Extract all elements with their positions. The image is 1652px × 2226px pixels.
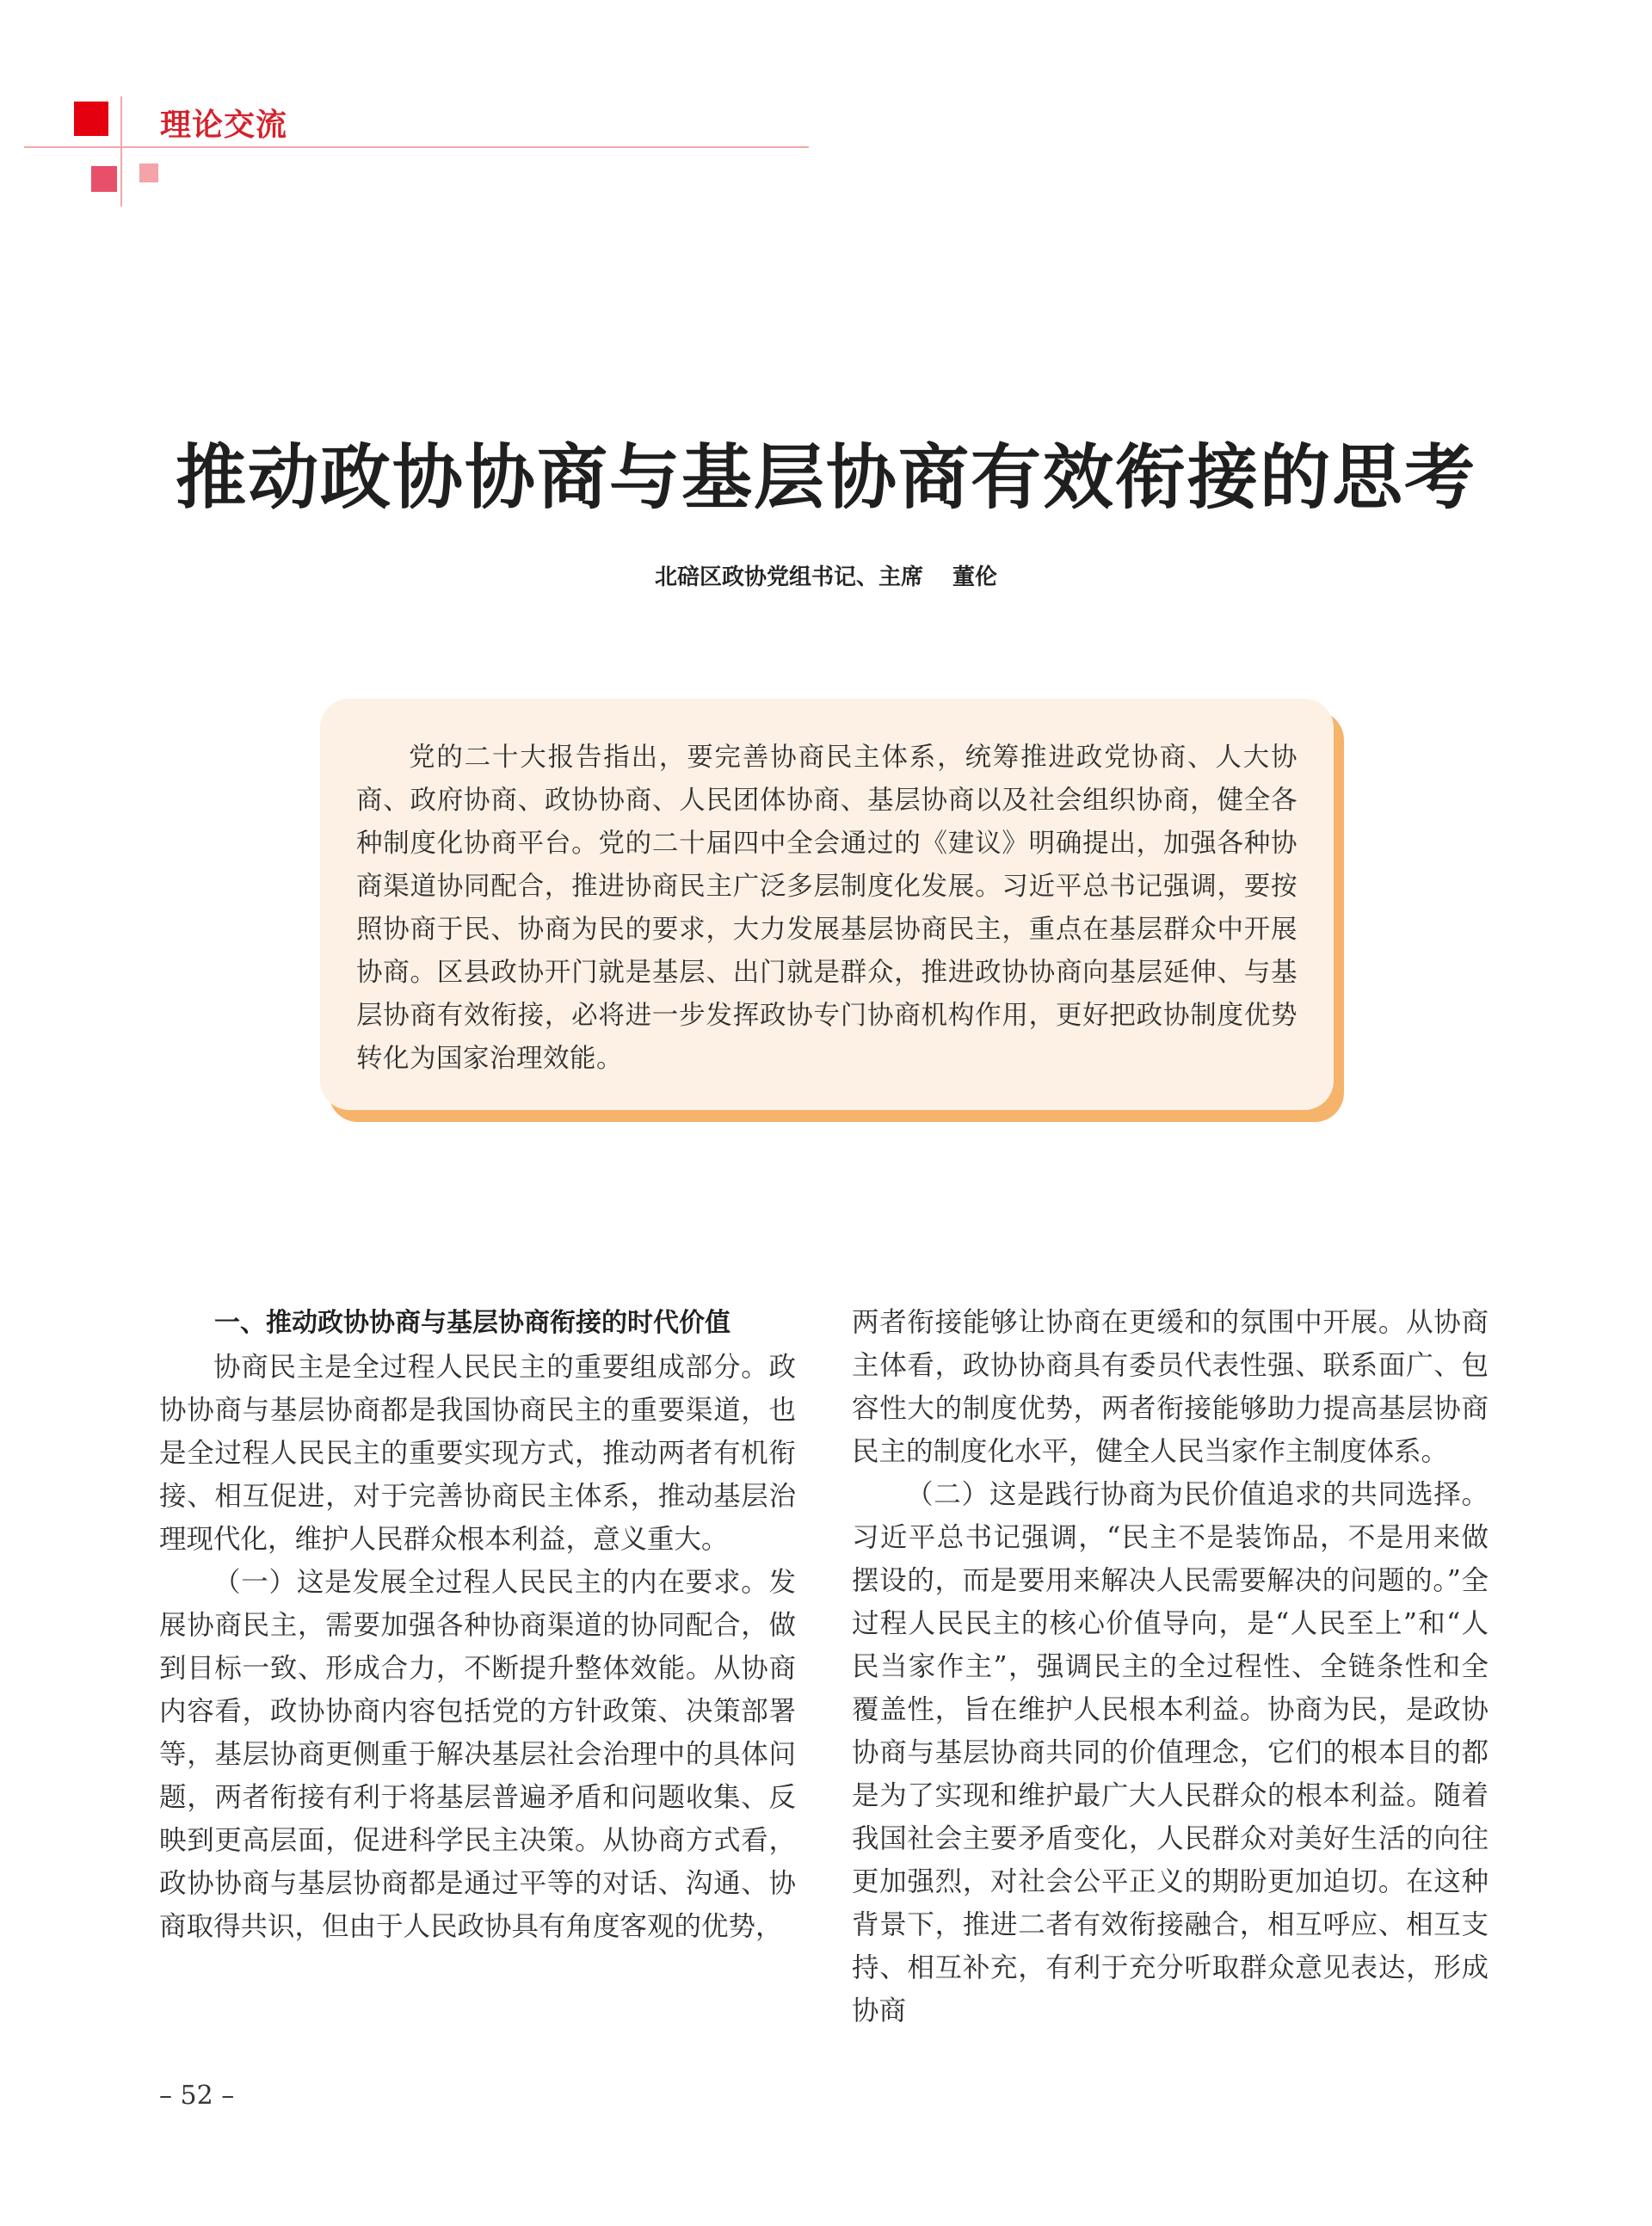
paragraph: 协商民主是全过程人民民主的重要组成部分。政协协商与基层协商都是我国协商民主的重要渠道，也是全过程人民民主的重要实现方式，推动两者有机衔接、相互促进，对于完善协商民主体系，推动基层治理现代化，维护人民群众根本利益，意义重大。 [159,1352,796,1555]
article-title: 推动政协协商与基层协商有效衔接的思考 [175,437,1476,519]
paragraph: 两者衔接能够让协商在更缓和的氛围中开展。从协商主体看，政协协商具有委员代表性强、联系面广、包容性大的制度优势，两者衔接能够助力提高基层协商民主的制度化水平，健全人民当家作主制度体系。 [852,1307,1489,1467]
abstract-box [320,699,1334,1110]
body-column-left [159,1301,796,1948]
section-tag: 理论交流 [160,108,288,143]
section-heading: 一、推动政协协商与基层协商衔接的时代价值 [214,1308,730,1338]
paragraph: （一）这是发展全过程人民民主的内在要求。发展协商民主，需要加强各种协商渠道的协同配合，做到目标一致、形成合力，不断提升整体效能。从协商内容看，政协协商内容包括党的方针政策、决策部署等，基层协商更侧重于解决基层社会治理中的具体问题，两者衔接有利于将基层普遍矛盾和问题收集、反映到更高层面，促进科学民主决策。从协商方式看，政协协商与基层协商都是通过平等的对话、沟通、协商取得共识，但由于人民政协具有角度客观的优势， [159,1567,796,1942]
header-rule [24,146,809,148]
author-role: 北碚区政协党组书记、主席 [654,564,923,590]
header-square-icon [74,102,108,136]
byline [0,559,1652,591]
author-name: 董伦 [952,564,998,590]
header-rule-vertical [120,96,122,207]
paragraph: （二）这是践行协商为民价值追求的共同选择。习近平总书记强调，“民主不是装饰品，不是用来做摆设的，而是要用来解决人民需要解决的问题的。”全过程人民民主的核心价值导向，是“人民至上”和“人民当家作主”，强调民主的全过程性、全链条性和全覆盖性，旨在维护人民根本利益。协商为民，是政协协商与基层协商共同的价值理念，它们的根本目的都是为了实现和维护最广大人民群众的根本利益。随着我国社会主要矛盾变化，人民群众对美好生活的向往更加强烈，对社会公平正义的期盼更加迫切。在这种背景下，推进二者有效衔接融合，相互呼应、相互支持、相互补充，有利于充分听取群众意见表达，形成协商 [852,1479,1489,2026]
header-square-tiny-icon [139,163,158,182]
body-column-right [852,1301,1489,2032]
page-number: – 52 – [159,2081,235,2111]
abstract-text: 党的二十大报告指出，要完善协商民主体系，统筹推进政党协商、人大协商、政府协商、政协协商、人民团体协商、基层协商以及社会组织协商，健全各种制度化协商平台。党的二十届四中全会通过的《建议》明确提出，加强各种协商渠道协同配合，推进协商民主广泛多层制度化发展。习近平总书记强调，要按照协商于民、协商为民的要求，大力发展基层协商民主，重点在基层群众中开展协商。区县政协开门就是基层、出门就是群众，推进政协协商向基层延伸、与基层协商有效衔接，必将进一步发挥政协专门协商机构作用，更好把政协制度优势转化为国家治理效能。 [356,743,1298,1074]
header-square-small-icon [91,166,117,192]
